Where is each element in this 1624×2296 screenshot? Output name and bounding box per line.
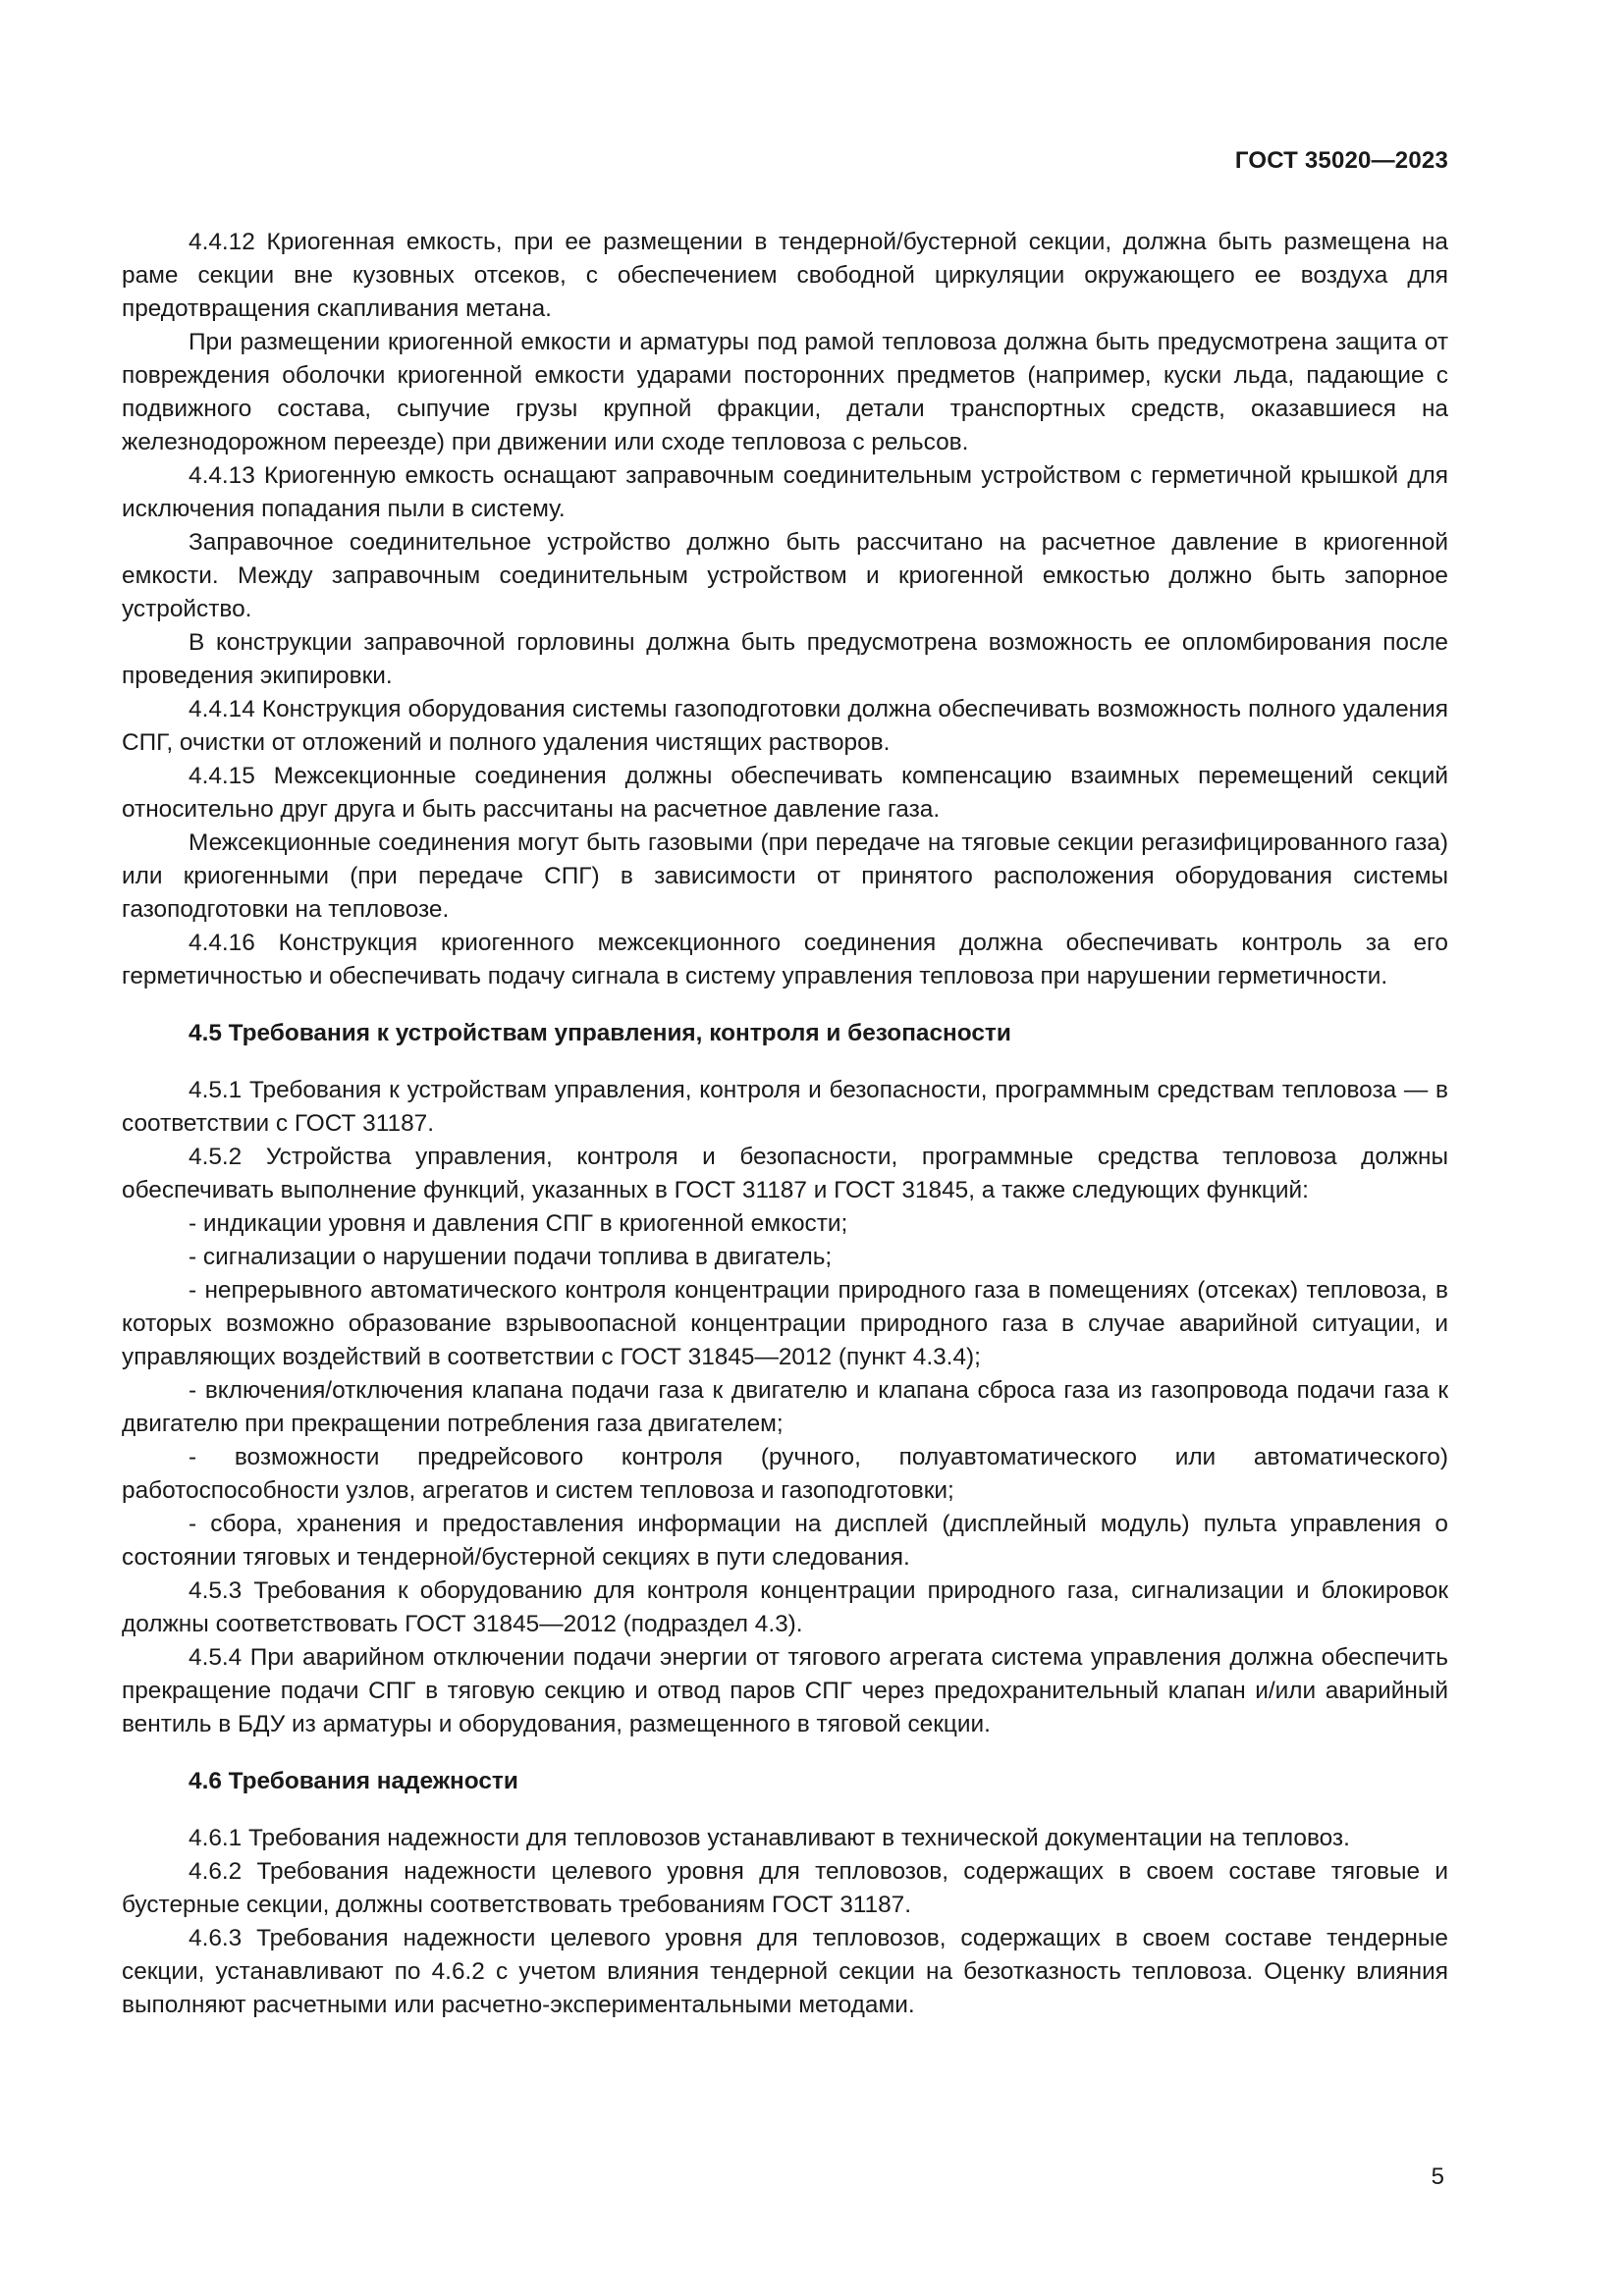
paragraph-4-5-4: 4.5.4 При аварийном отключении подачи энергии от тягового агрегата система управления должна обеспечить прекращение подачи СПГ в тяговую секцию и отвод паров СПГ через предохранительный клапан и/или аварийный вентиль в БДУ из арматуры и оборудования, размещенного в тяговой секции. xyxy=(122,1644,1448,1737)
paragraph: Заправочное соединительное устройство должно быть рассчитано на расчетное давление в криогенной емкости. Между заправочным соединительным устройством и криогенной емкостью должно быть запорное устройство. xyxy=(122,529,1448,622)
list-item: - сигнализации о нарушении подачи топлива в двигатель; xyxy=(189,1244,833,1270)
paragraph-4-4-16: 4.4.16 Конструкция криогенного межсекционного соединения должна обеспечивать контроль за его герметичностью и обеспечивать подачу сигнала в систему управления тепловоза при нарушении герметичности. xyxy=(122,930,1448,989)
paragraph-4-4-13: 4.4.13 Криогенную емкость оснащают заправочным соединительным устройством с герметичной крышкой для исключения попадания пыли в систему. xyxy=(122,462,1448,522)
paragraph: Межсекционные соединения могут быть газовыми (при передаче на тяговые секции регазифицированного газа) или криогенными (при передаче СПГ) в зависимости от принятого расположения оборудования системы газоподготовки на тепловозе. xyxy=(122,829,1448,923)
paragraph-4-5-1: 4.5.1 Требования к устройствам управления, контроля и безопасности, программным средствам тепловоза — в соответствии с ГОСТ 31187. xyxy=(122,1077,1448,1137)
document-id-header: ГОСТ 35020—2023 xyxy=(1234,147,1448,174)
section-heading-4-5: 4.5 Требования к устройствам управления, контроля и безопасности xyxy=(189,1020,1011,1046)
document-body xyxy=(122,226,1448,2022)
section-heading-4-6: 4.6 Требования надежности xyxy=(189,1768,518,1794)
paragraph: При размещении криогенной емкости и арматуры под рамой тепловоза должна быть предусмотрена защита от повреждения оболочки криогенной емкости ударами посторонних предметов (например, куски льда, падающие с подвижного состава, сыпучие грузы крупной фракции, детали транспортных средств, оказавшиеся на железнодорожном переезде) при движении или сходе тепловоза с рельсов. xyxy=(122,329,1448,455)
list-item: - возможности предрейсового контроля (ручного, полуавтоматического или автоматического) работоспособности узлов, агрегатов и систем тепловоза и газоподготовки; xyxy=(122,1444,1448,1504)
page-number: 5 xyxy=(1431,2163,1444,2190)
paragraph-4-4-12: 4.4.12 Криогенная емкость, при ее размещении в тендерной/бустерной секции, должна быть размещена на раме секции вне кузовных отсеков, с обеспечением свободной циркуляции окружающего ее воздуха для предотвращения скапливания метана. xyxy=(122,229,1448,322)
paragraph-4-6-2: 4.6.2 Требования надежности целевого уровня для тепловозов, содержащих в своем составе тяговые и бустерные секции, должны соответствовать требованиям ГОСТ 31187. xyxy=(122,1858,1448,1918)
paragraph-4-6-1: 4.6.1 Требования надежности для тепловозов устанавливают в технической документации на тепловоз. xyxy=(189,1825,1350,1851)
list-item: - индикации уровня и давления СПГ в криогенной емкости; xyxy=(189,1210,848,1237)
paragraph-4-4-15: 4.4.15 Межсекционные соединения должны обеспечивать компенсацию взаимных перемещений секций относительно друг друга и быть рассчитаны на расчетное давление газа. xyxy=(122,763,1448,823)
list-item: - непрерывного автоматического контроля концентрации природного газа в помещениях (отсеках) тепловоза, в которых возможно образование взрывоопасной концентрации природного газа в случае аварийной ситуации, и управляющих воздействий в соответствии с ГОСТ 31845—2012 (пункт 4.3.4); xyxy=(122,1277,1448,1370)
list-item: - сбора, хранения и предоставления информации на дисплей (дисплейный модуль) пульта управления о состоянии тяговых и тендерной/бустерной секциях в пути следования. xyxy=(122,1511,1448,1571)
paragraph-4-5-2: 4.5.2 Устройства управления, контроля и безопасности, программные средства тепловоза должны обеспечивать выполнение функций, указанных в ГОСТ 31187 и ГОСТ 31845, а также следующих функций: xyxy=(122,1144,1448,1203)
paragraph-4-6-3: 4.6.3 Требования надежности целевого уровня для тепловозов, содержащих в своем составе тендерные секции, устанавливают по 4.6.2 с учетом влияния тендерной секции на безотказность тепловоза. Оценку влияния выполняют расчетными или расчетно-экспериментальными методами. xyxy=(122,1925,1448,2018)
paragraph: В конструкции заправочной горловины должна быть предусмотрена возможность ее опломбирования после проведения экипировки. xyxy=(122,629,1448,689)
paragraph-4-5-3: 4.5.3 Требования к оборудованию для контроля концентрации природного газа, сигнализации и блокировок должны соответствовать ГОСТ 31845—2012 (подраздел 4.3). xyxy=(122,1577,1448,1637)
list-item: - включения/отключения клапана подачи газа к двигателю и клапана сброса газа из газопровода подачи газа к двигателю при прекращении потребления газа двигателем; xyxy=(122,1377,1448,1437)
paragraph-4-4-14: 4.4.14 Конструкция оборудования системы газоподготовки должна обеспечивать возможность полного удаления СПГ, очистки от отложений и полного удаления чистящих растворов. xyxy=(122,696,1448,756)
